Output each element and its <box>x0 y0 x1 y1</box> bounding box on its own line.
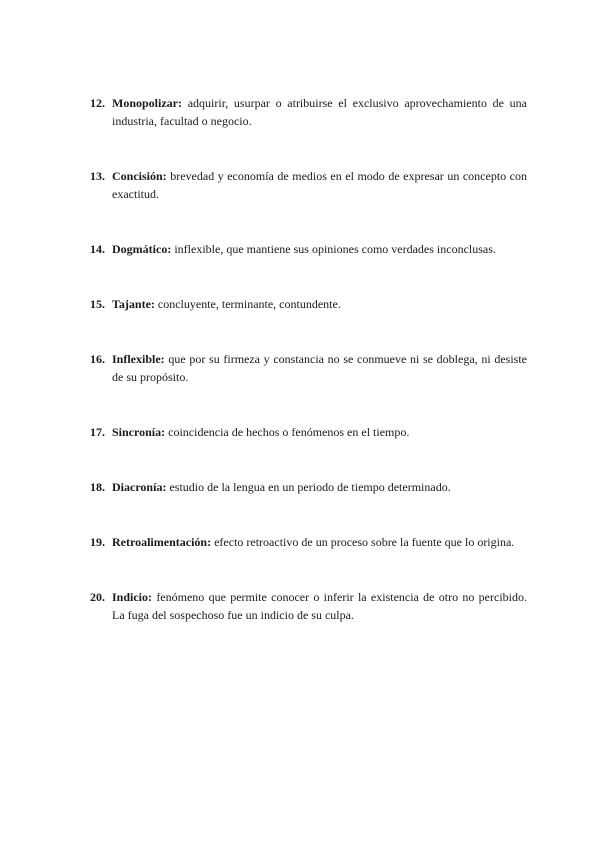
item-term: Retroalimentación: <box>112 535 212 549</box>
item-term: Sincronía: <box>112 425 166 439</box>
item-definition: inflexible, que mantiene sus opiniones como verdades inconclusas. <box>174 242 496 256</box>
item-number: 13. <box>90 169 105 183</box>
item-number: 20. <box>90 590 105 604</box>
list-item <box>90 350 527 386</box>
item-term: Inflexible: <box>112 352 165 366</box>
item-definition: concluyente, terminante, contundente. <box>157 297 341 311</box>
list-item <box>90 240 527 258</box>
item-number: 16. <box>90 352 105 366</box>
item-number: 14. <box>90 242 105 256</box>
vocabulary-list <box>90 94 527 624</box>
list-item <box>90 478 527 496</box>
item-definition: fenómeno que permite conocer o inferir la existencia de otro no percibido. La fuga del sospechoso fue un indicio de su culpa. <box>112 590 528 622</box>
item-term: Tajante: <box>112 297 155 311</box>
item-term: Concisión: <box>112 169 167 183</box>
item-term: Monopolizar: <box>112 96 182 110</box>
item-definition: coincidencia de hechos o fenómenos en el tiempo. <box>168 425 410 439</box>
item-number: 12. <box>90 96 105 110</box>
list-item <box>90 533 527 551</box>
item-definition: efecto retroactivo de un proceso sobre la fuente que lo origina. <box>214 535 515 549</box>
item-definition: estudio de la lengua en un periodo de tiempo determinado. <box>169 480 451 494</box>
item-term: Dogmático: <box>112 242 172 256</box>
item-definition: que por su firmeza y constancia no se conmueve ni se doblega, ni desiste de su propósito. <box>112 352 528 384</box>
item-number: 19. <box>90 535 105 549</box>
list-item <box>90 423 527 441</box>
item-number: 17. <box>90 425 105 439</box>
list-item <box>90 588 527 624</box>
list-item <box>90 167 527 203</box>
item-number: 18. <box>90 480 105 494</box>
item-definition: adquirir, usurpar o atribuirse el exclusivo aprovechamiento de una industria, facultad o negocio. <box>112 96 528 128</box>
list-item <box>90 94 527 130</box>
item-number: 15. <box>90 297 105 311</box>
item-term: Indicio: <box>112 590 153 604</box>
item-term: Diacronía: <box>112 480 167 494</box>
item-definition: brevedad y economía de medios en el modo de expresar un concepto con exactitud. <box>112 169 528 201</box>
list-item <box>90 295 527 313</box>
